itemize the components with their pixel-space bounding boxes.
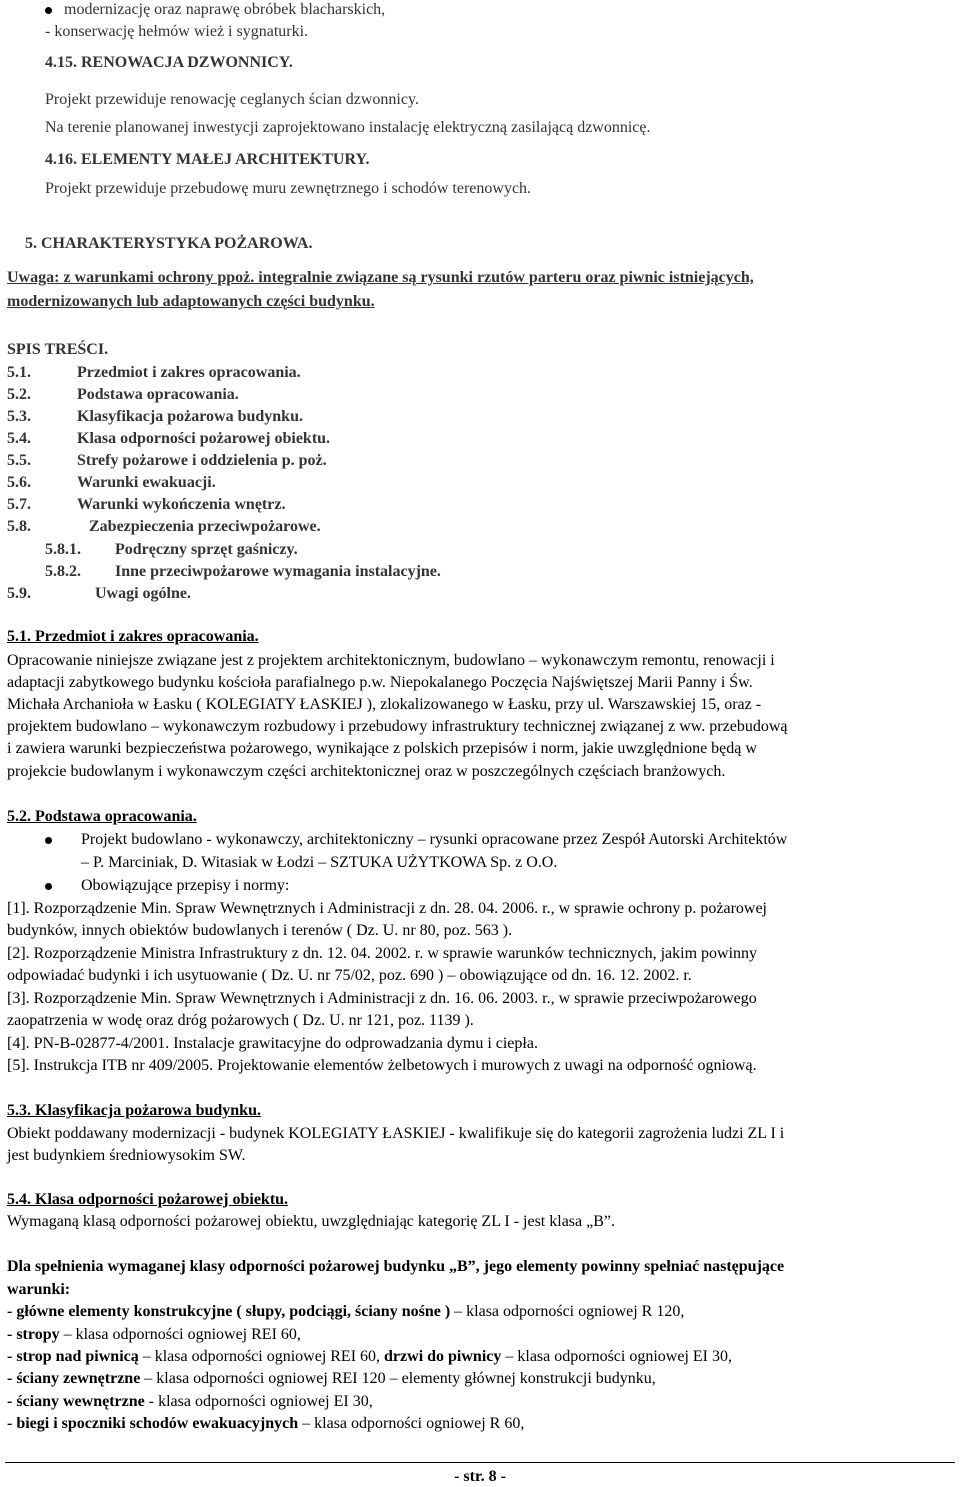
page-number: - str. 8 - xyxy=(454,1468,506,1485)
toc-subitem: 5.8.1. Podręczny sprzęt gaśniczy. xyxy=(45,541,298,558)
reference-line: [3]. Rozporządzenie Min. Spraw Wewnętrznych i Administracji z dn. 16. 06. 2003. r., w sprawie przeciwpożarowego xyxy=(7,990,757,1007)
section-5-3-text: jest budynkiem średniowysokim SW. xyxy=(7,1147,246,1164)
requirement-item: - stropy – klasa odporności ogniowej REI 60, xyxy=(7,1326,301,1343)
reference-line: [5]. Instrukcja ITB nr 409/2005. Projektowanie elementów żelbetowych i murowych z uwagi na odporność ogniową. xyxy=(7,1057,757,1074)
toc-item: 5.3. Klasyfikacja pożarowa budynku. xyxy=(7,408,303,425)
reference-line: [4]. PN-B-02877-4/2001. Instalacje grawitacyjne do odprowadzania dymu i ciepła. xyxy=(7,1035,538,1052)
toc-title: SPIS TREŚCI. xyxy=(7,341,109,358)
section-5-1-text: Michała Archanioła w Łasku ( KOLEGIATY ŁASKIEJ ), zlokalizowanego w Łasku, przy ul. Warszawskiej 15, oraz - xyxy=(7,696,762,713)
reference-line: budynków, innych obiektów budowlanych i terenów ( Dz. U. nr 80, poz. 563 ). xyxy=(7,922,513,939)
footer-divider xyxy=(5,1462,955,1463)
section-5-4-requirement: Dla spełnienia wymaganej klasy odporności pożarowej budynku „B”, jego elementy powinny spełniać następujące xyxy=(7,1258,785,1275)
section-4-16-text: Projekt przewiduje przebudowę muru zewnętrznego i schodów terenowych. xyxy=(45,180,532,197)
section-5-4-requirement: warunki: xyxy=(7,1281,71,1298)
section-5-1-text: projektem budowlano – wykonawczym rozbudowy i przebudowy infrastruktury technicznej związanej z ww. przebudową xyxy=(7,718,788,735)
toc-item: 5.1. Przedmiot i zakres opracowania. xyxy=(7,364,301,381)
section-5-2-bullet-cont: – P. Marciniak, D. Witasiak w Łodzi – SZTUKA UŻYTKOWA Sp. z O.O. xyxy=(81,854,558,871)
section-5-1-text: projekcie budowlanym i wykonawczym części architektonicznej oraz w poszczególnych częściach branżowych. xyxy=(7,763,726,780)
requirement-item: - ściany zewnętrzne – klasa odporności ogniowej REI 120 – elementy głównej konstrukcji budynku, xyxy=(7,1370,656,1387)
toc-item: 5.7. Warunki wykończenia wnętrz. xyxy=(7,496,286,513)
section-5-2-heading: 5.2. Podstawa opracowania. xyxy=(7,808,197,825)
section-4-16-heading: 4.16. ELEMENTY MAŁEJ ARCHITEKTURY. xyxy=(45,151,370,168)
toc-item: 5.9. Uwagi ogólne. xyxy=(7,585,191,602)
toc-item: 5.2. Podstawa opracowania. xyxy=(7,386,239,403)
reference-line: [1]. Rozporządzenie Min. Spraw Wewnętrznych i Administracji z dn. 28. 04. 2006. r., w sprawie ochrony p. pożarowej xyxy=(7,900,767,917)
section-4-15-text: Projekt przewiduje renowację ceglanych ścian dzwonnicy. xyxy=(45,91,419,108)
reference-line: zaopatrzenia w wodę oraz dróg pożarowych ( Dz. U. nr 121, poz. 1139 ). xyxy=(7,1012,474,1029)
section-4-15-text: Na terenie planowanej inwestycji zaprojektowano instalację elektryczną zasilającą dzwonnicę. xyxy=(45,119,651,136)
toc-item: 5.5. Strefy pożarowe i oddzielenia p. poż. xyxy=(7,452,327,469)
toc-item: 5.6. Warunki ewakuacji. xyxy=(7,474,216,491)
section-5-2-bullet: Obowiązujące przepisy i normy: xyxy=(81,877,290,894)
bullet-dot xyxy=(45,883,52,890)
section-4-15-heading: 4.15. RENOWACJA DZWONNICY. xyxy=(45,54,293,71)
intro-bullet-text: modernizację oraz naprawę obróbek blacharskich, xyxy=(64,1,386,18)
section-5-4-heading: 5.4. Klasa odporności pożarowej obiektu. xyxy=(7,1191,289,1208)
requirement-item: - główne elementy konstrukcyjne ( słupy, podciągi, ściany nośne ) – klasa odporności ogniowej R 120, xyxy=(7,1303,685,1320)
toc-item: 5.8. Zabezpieczenia przeciwpożarowe. xyxy=(7,518,321,535)
requirement-item: - biegi i spoczniki schodów ewakuacyjnych – klasa odporności ogniowej R 60, xyxy=(7,1415,525,1432)
bullet-dot xyxy=(45,837,52,844)
toc-subitem: 5.8.2. Inne przeciwpożarowe wymagania instalacyjne. xyxy=(45,563,441,580)
requirement-item: - strop nad piwnicą – klasa odporności ogniowej REI 60, drzwi do piwnicy – klasa odporności ogniowej EI 30, xyxy=(7,1348,732,1365)
section-5-note: modernizowanych lub adaptowanych części budynku. xyxy=(7,293,375,310)
section-5-heading: 5. CHARAKTERYSTYKA POŻAROWA. xyxy=(25,235,313,252)
section-5-4-text: Wymaganą klasą odporności pożarowej obiektu, uwzględniając kategorię ZL I - jest klasa „B”. xyxy=(7,1213,615,1230)
requirement-item: - ściany wewnętrzne - klasa odporności ogniowej EI 30, xyxy=(7,1393,373,1410)
reference-line: [2]. Rozporządzenie Ministra Infrastruktury z dn. 12. 04. 2002. r. w sprawie warunków technicznych, jakim powinny xyxy=(7,945,758,962)
reference-line: odpowiadać budynki i ich usytuowanie ( Dz. U. nr 75/02, poz. 690 ) – obowiązujące od dn. 16. 12. 2002. r. xyxy=(7,967,692,984)
section-5-3-heading: 5.3. Klasyfikacja pożarowa budynku. xyxy=(7,1102,261,1119)
bullet-dot xyxy=(45,7,52,14)
section-5-2-bullet: Projekt budowlano - wykonawczy, architektoniczny – rysunki opracowane przez Zespół Autorski Architektów xyxy=(81,831,788,848)
intro-line: - konserwację hełmów wież i sygnaturki. xyxy=(45,23,309,40)
toc-item: 5.4. Klasa odporności pożarowej obiektu. xyxy=(7,430,331,447)
section-5-1-text: i zawiera warunki bezpieczeństwa pożarowego, wynikające z polskich przepisów i norm, jakie uwzględnione będą w xyxy=(7,740,757,757)
section-5-note: Uwaga: z warunkami ochrony ppoż. integralnie związane są rysunki rzutów parteru oraz piwnic istniejących, xyxy=(7,269,754,286)
section-5-1-text: Opracowanie niniejsze związane jest z projektem architektonicznym, budowlano – wykonawczym remontu, renowacji i xyxy=(7,652,775,669)
section-5-1-text: adaptacji zabytkowego budynku kościoła parafialnego p.w. Niepokalanego Poczęcia Najświętszej Marii Panny i Św. xyxy=(7,674,753,691)
section-5-3-text: Obiekt poddawany modernizacji - budynek KOLEGIATY ŁASKIEJ - kwalifikuje się do kategorii zagrożenia ludzi ZL I i xyxy=(7,1125,785,1142)
section-5-1-heading: 5.1. Przedmiot i zakres opracowania. xyxy=(7,628,259,645)
